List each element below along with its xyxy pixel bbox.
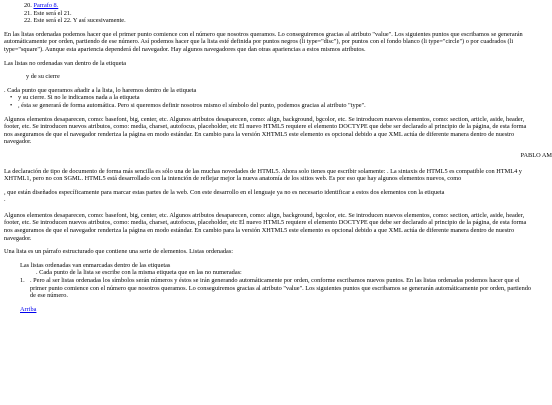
nested-item-number: 1. [20,277,25,285]
list-item-22: 22. Este será el 22. Y así sucesivamente. [24,17,126,25]
bullet-item-1: • y su cierre. Si no le indicamos nada a la etiqueta [18,94,536,102]
list-item-20 [24,2,536,10]
back-to-top-link[interactable]: Arriba [20,305,37,313]
bullet-list [4,94,536,109]
nested-list-item-1 [20,277,536,300]
list-item-number: 20. [24,2,32,9]
elements-paragraph: , que están diseñados específicamente para marcar estas partes de la web. Con este desarrollo en el lenguaje ya no es necesario identificar a estos dos elementos con la etiqueta [4,188,445,196]
list-intro-paragraph: Una lista es un párrafo estructurado que contiene una serie de elementos. Listas ordenadas: [4,248,234,256]
list-item-21: 21. Este será el 21. [24,9,72,17]
nested-line-2: . Cada punto de la lista se escribe con la misma etiqueta que en las no numeradas: [36,269,242,277]
unordered-close-text: y de su cierre [26,73,60,81]
author-name: PABLO AM [520,151,552,159]
elements-paragraph-end: . [4,196,6,204]
html5-changes-paragraph-2: Algunos elementos desaparecen, como: basefont, big, center, etc. Algunos atributos desaparecen, como: align, background, bgcolor, etc. Se introducen nuevos elementos, como: section, article, aside, header, footer, etc. Se introducen nuevos atributos, como: media, charset, autofocus, placeholder, etc El nuevo HTML5 requiere el elemento DOCTYPE que debe ser declarado al principio de la página, de esta forma nos aseguramos de que el navegador renderiza la página en modo estándar. En cambio para la versión XHTML5 este elemento es opcional debido a que XML actúa de diferente manera dentro de nuestro navegador. [4,211,527,242]
nested-ordered-block [4,262,536,314]
nested-item-text: . Pero al ser listas ordenadas los símbolos serán números y éstos se irán generando automáticamente por orden, conforme escribamos nuevos puntos. En las listas ordenadas podemos hacer que el primer punto comience con el número que nosotros queramos. Lo conseguiremos gracias al atributo "value". Los siguientes puntos que escribamos se generarán automáticamente por orden, partiendo de ese número. [30,277,532,300]
html5-changes-paragraph: Algunos elementos desaparecen, como: basefont, big, center, etc. Algunos atributos desaparecen, como: align, background, bgcolor, etc. Se introducen nuevos elementos, como: section, article, aside, header, footer, etc. Se introducen nuevos atributos, como: media, charset, autofocus, placeholder, etc El nuevo HTML5 requiere el elemento DOCTYPE que debe ser declarado al principio de la página, de esta forma nos aseguramos de que el navegador renderiza la página en modo estándar. En cambio para la versión XHTML5 este elemento es opcional debido a que XML actúa de diferente manera dentro de nuestro navegador. [4,115,527,146]
unordered-intro: Las listas no ordenadas van dentro de la etiqueta [4,59,127,67]
nested-line-1: Las listas ordenadas van enmarcadas dentro de las etiquetas [20,261,171,269]
parrafo-8-link[interactable]: Parrafo 8. [33,2,59,9]
doctype-paragraph: La declaración de tipo de documento de forma más sencilla es sólo una de las muchas novedades de HTML5. Ahora solo tienes que escribir solamente: . La sintaxis de HTML5 es compatible con HTML4 y XHTML1, pero no con SGML. HTML5 está desarrollado con la intención de reflejar mejor la nueva anatomía de los sitios web. Es por eso que hay algunos elementos nuevos, como [4,167,522,183]
ordered-lists-paragraph: En las listas ordenadas podemos hacer que el primer punto comience con el número que nosotros queramos. Lo conseguiremos gracias al atributo "value". Los siguientes puntos que escribamos se generarán automáticamente por orden, partiendo de ese número. Así podemos hacer que la lista esté definida por puntos negros (li type="disc"), por puntos con el fondo blanco (li type="circle") o por cuadrados (li type="square"). Aunque esta apariencia dependerá del navegador. Hay algunos navegadores que dan otras apariencias a estos mismos atributos. [4,30,523,53]
unordered-point-text: . Cada punto que queramos añadir a la lista, lo haremos dentro de la etiqueta [4,86,197,94]
top-numbered-list [4,2,536,25]
bullet-item-2: • , ésta se generará de forma automática. Pero si queremos definir nosotros mismo el símbolo del punto, podemos gracias al atributo "type". [18,102,536,110]
